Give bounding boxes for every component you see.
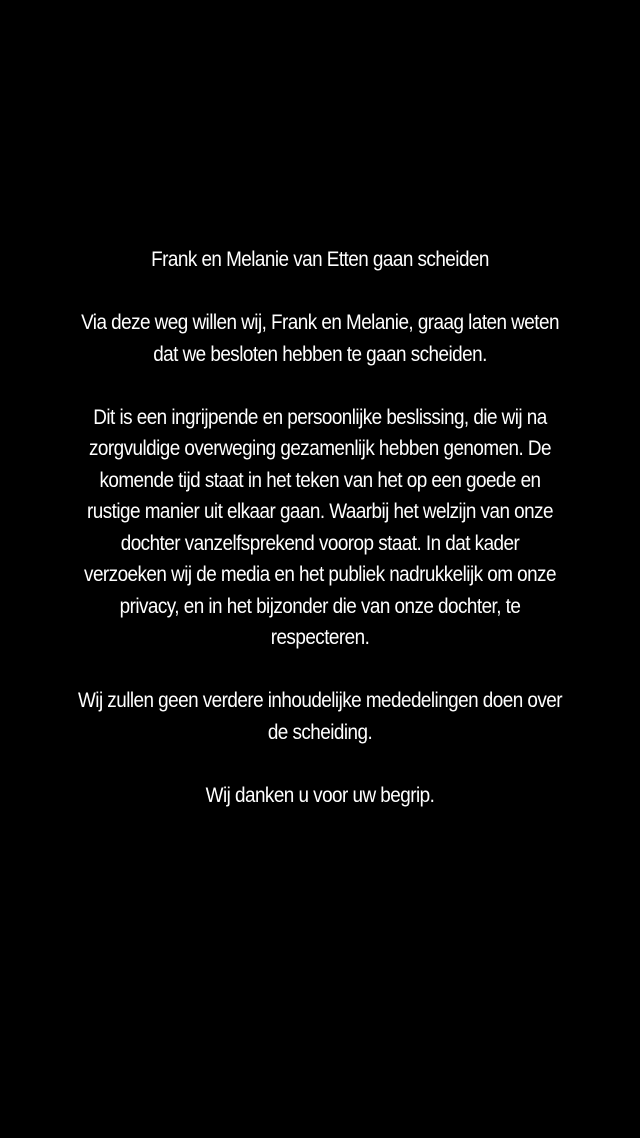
statement-paragraph-3: Wij zullen geen verdere inhoudelijke mededelingen doen over de scheiding.	[77, 689, 563, 744]
statement-text-block	[64, 244, 575, 811]
statement-paragraph-2: Dit is een ingrijpende en persoonlijke beslissing, die wij na zorgvuldige overweging gezamenlijk hebben genomen. De komende tijd staat in het teken van het op een goede en rustige manier uit elkaar gaan. Waarbij het welzijn van onze dochter vanzelfsprekend voorop staat. In dat kader verzoeken wij de media en het publiek nadrukkelijk om onze privacy, en in het bijzonder die van onze dochter, te respecteren.	[84, 405, 556, 649]
statement-closing: Wij danken u voor uw begrip.	[205, 783, 435, 807]
statement-paragraph-1: Via deze weg willen wij, Frank en Melanie, graag laten weten dat we besloten hebben te gaan scheiden.	[81, 311, 559, 366]
statement-title: Frank en Melanie van Etten gaan scheiden	[151, 248, 489, 271]
